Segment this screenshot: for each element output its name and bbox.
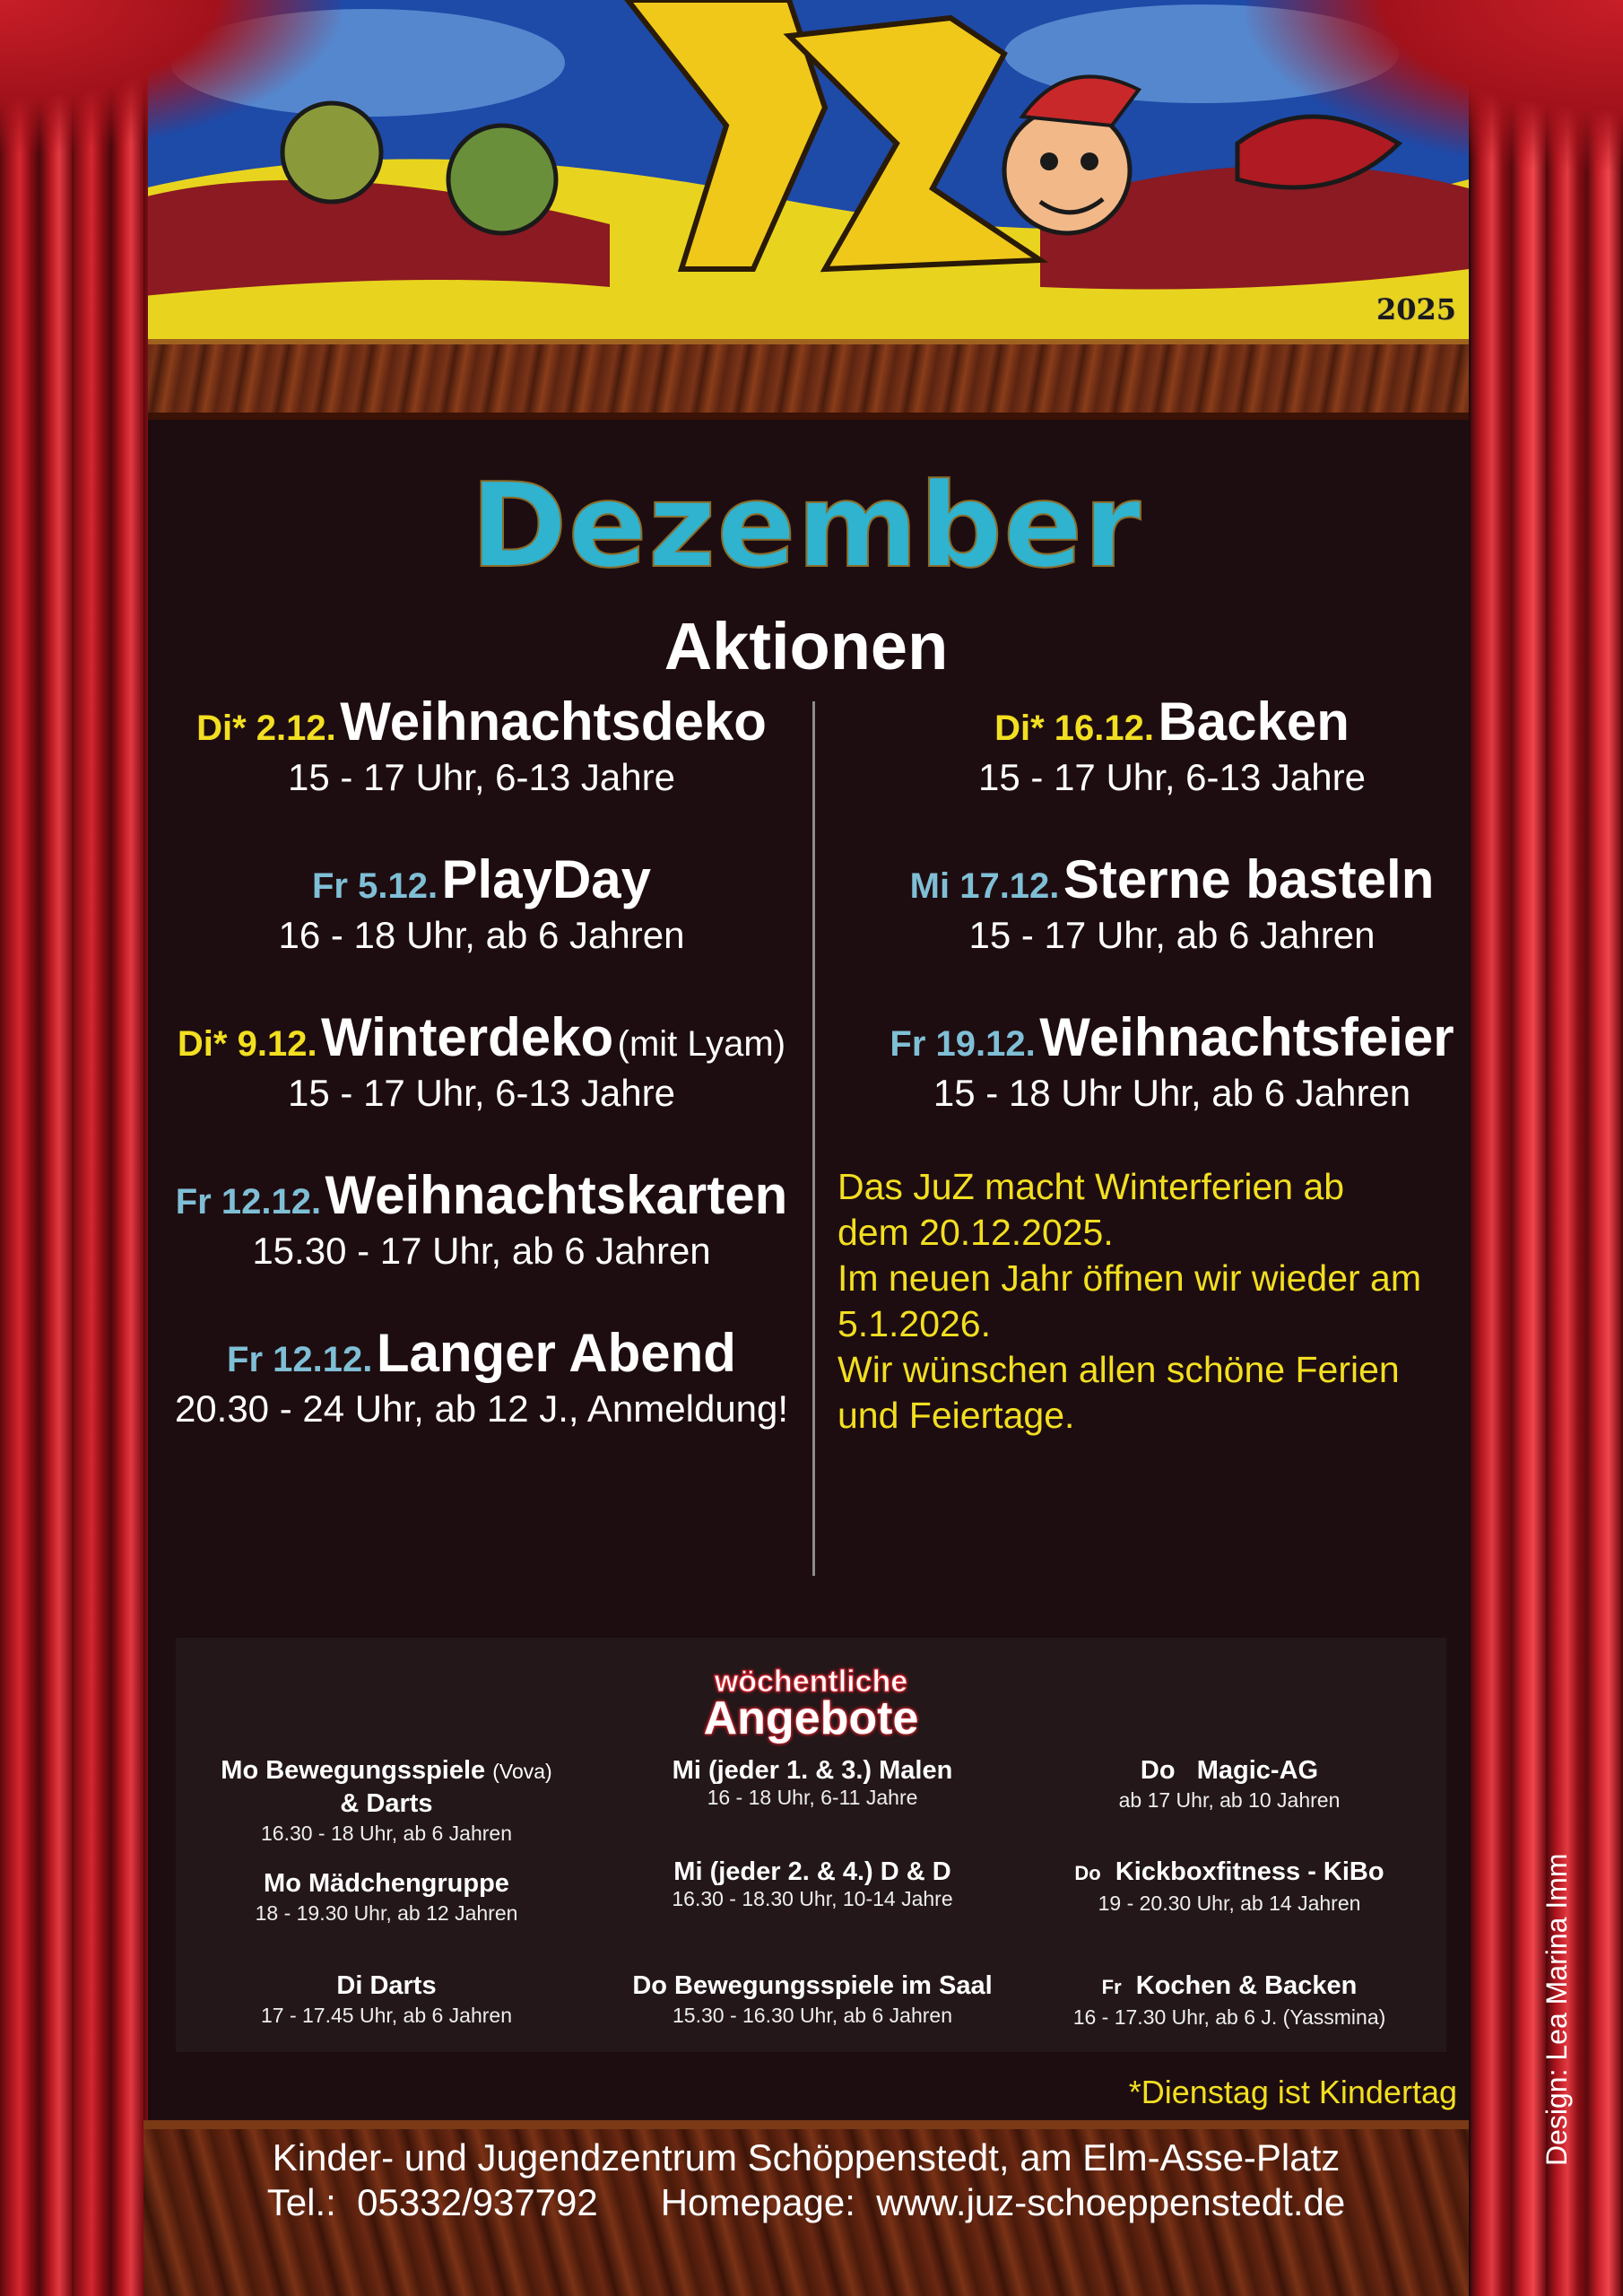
weekly-item-title: Mo Mädchengruppe [264, 1869, 509, 1898]
notice-line: dem 20.12.2025. [838, 1212, 1114, 1253]
weekly-item-time: 17 - 17.45 Uhr, ab 6 Jahren [260, 2004, 513, 2027]
weekly-item-title: Kickboxfitness - KiBo [1115, 1857, 1384, 1886]
event-date: Di* 2.12. [196, 709, 336, 748]
event-name: Weihnachtsfeier [1039, 1007, 1454, 1067]
footer-contact: Tel.: 05332/937792 Homepage: www.juz-schoeppenstedt.de [266, 2181, 1346, 2223]
event-item [149, 1006, 814, 1164]
column-divider [812, 701, 815, 1576]
curtain-valance-right [1246, 0, 1623, 170]
notice-line: 5.1.2026. [838, 1303, 991, 1344]
weekly-item [602, 1970, 1023, 2029]
footer-address: Kinder- und Jugendzentrum Schöppenstedt, am Elm-Asse-Platz [272, 2136, 1341, 2179]
event-name: Weihnachtskarten [325, 1165, 788, 1225]
event-time: 15 - 17 Uhr, 6-13 Jahre [288, 756, 675, 798]
design-credit: Design: Lea Marina Imm [1541, 1853, 1573, 2166]
event-date: Mi 17.12. [909, 866, 1060, 906]
event-date: Fr 5.12. [311, 866, 438, 906]
event-name: Sterne basteln [1063, 849, 1435, 909]
weekly-item-time: 16.30 - 18.30 Uhr, 10-14 Jahre [672, 1887, 953, 1910]
weekly-item-time: 15.30 - 16.30 Uhr, ab 6 Jahren [673, 2004, 952, 2027]
kindertag-note: *Dienstag ist Kindertag [1128, 2074, 1457, 2110]
year-label: 2025 [1376, 292, 1456, 326]
event-time: 15.30 - 17 Uhr, ab 6 Jahren [252, 1230, 711, 1272]
event-item [149, 691, 814, 848]
holiday-notice [838, 1164, 1456, 1439]
weekly-item-time: 18 - 19.30 Uhr, ab 12 Jahren [255, 1901, 518, 1925]
section-title: Aktionen [664, 609, 949, 683]
weekly-title-small: wöchentliche [714, 1665, 908, 1699]
notice-line: und Feiertage. [838, 1395, 1075, 1436]
weekly-item-title: Kochen & Backen [1135, 1971, 1358, 2000]
weekly-item-time: 16 - 17.30 Uhr, ab 6 J. (Yassmina) [1072, 2005, 1386, 2029]
event-item [818, 691, 1526, 848]
notice-line: Im neuen Jahr öffnen wir wieder am [838, 1257, 1422, 1299]
weekly-item [1019, 1754, 1440, 1813]
notice-line: Wir wünschen allen schöne Ferien [838, 1349, 1400, 1390]
month-title: Dezember [470, 457, 1142, 594]
weekly-item-time: ab 17 Uhr, ab 10 Jahren [1118, 1788, 1341, 1812]
weekly-item [1019, 1970, 1440, 2031]
weekly-item [176, 1970, 597, 2029]
event-item [149, 1164, 814, 1322]
event-date: Di* 9.12. [177, 1024, 317, 1064]
events-right-column [818, 691, 1526, 1164]
weekly-item-time: 16 - 18 Uhr, 6-11 Jahre [707, 1786, 918, 1809]
weekly-offers-panel [176, 1638, 1446, 2052]
weekly-item [176, 1754, 597, 1847]
weekly-item-title-2: & Darts [340, 1789, 433, 1818]
event-name: Weihnachtsdeko [340, 691, 767, 752]
events-left-column [149, 691, 814, 1480]
weekly-item-time: 19 - 20.30 Uhr, ab 14 Jahren [1098, 1892, 1361, 1915]
notice-line: Das JuZ macht Winterferien ab [838, 1166, 1345, 1207]
curtain-left [0, 0, 148, 2296]
weekly-item-title: Mi (jeder 2. & 4.) D & D [673, 1857, 951, 1886]
event-time: 15 - 17 Uhr, ab 6 Jahren [968, 914, 1376, 956]
event-time: 20.30 - 24 Uhr, ab 12 J., Anmeldung! [174, 1387, 789, 1430]
event-name: PlayDay [441, 849, 652, 909]
event-time: 15 - 18 Uhr Uhr, ab 6 Jahren [933, 1072, 1411, 1114]
event-name: Backen [1158, 691, 1350, 752]
event-time: 16 - 18 Uhr, ab 6 Jahren [278, 914, 685, 956]
curtain-valance-left [0, 0, 341, 152]
weekly-item-day: Fr [1101, 1976, 1122, 1998]
event-date: Fr 12.12. [175, 1182, 322, 1222]
weekly-item-title: Di Darts [336, 1971, 437, 2000]
weekly-item-title: Mo Bewegungsspiele [221, 1756, 486, 1785]
event-date: Fr 12.12. [227, 1340, 373, 1379]
weekly-item [602, 1856, 1023, 1909]
event-time: 15 - 17 Uhr, 6-13 Jahre [288, 1072, 675, 1114]
event-item [149, 848, 814, 1006]
event-name: Langer Abend [376, 1323, 736, 1383]
weekly-item-time: 16.30 - 18 Uhr, ab 6 Jahren [260, 1822, 513, 1845]
event-note: (mit Lyam) [617, 1024, 786, 1064]
weekly-title-big: Angebote [703, 1692, 919, 1744]
event-item [818, 1006, 1526, 1164]
event-item [818, 848, 1526, 1006]
weekly-item [176, 1867, 597, 1926]
event-date: Di* 16.12. [994, 709, 1154, 748]
weekly-item-note: (Vova) [492, 1760, 552, 1783]
wood-beam-top [143, 339, 1469, 420]
weekly-item [1019, 1856, 1440, 1917]
event-item [149, 1322, 814, 1480]
event-date: Fr 19.12. [890, 1024, 1036, 1064]
event-name: Winterdeko [321, 1007, 614, 1067]
weekly-item-title: Mi (jeder 1. & 3.) Malen [672, 1756, 953, 1785]
event-time: 15 - 17 Uhr, 6-13 Jahre [978, 756, 1366, 798]
weekly-item [602, 1754, 1023, 1808]
weekly-item-title: Do Bewegungsspiele im Saal [632, 1971, 993, 2000]
weekly-item-title: Do Magic-AG [1140, 1756, 1319, 1785]
weekly-item-day: Do [1074, 1862, 1101, 1884]
